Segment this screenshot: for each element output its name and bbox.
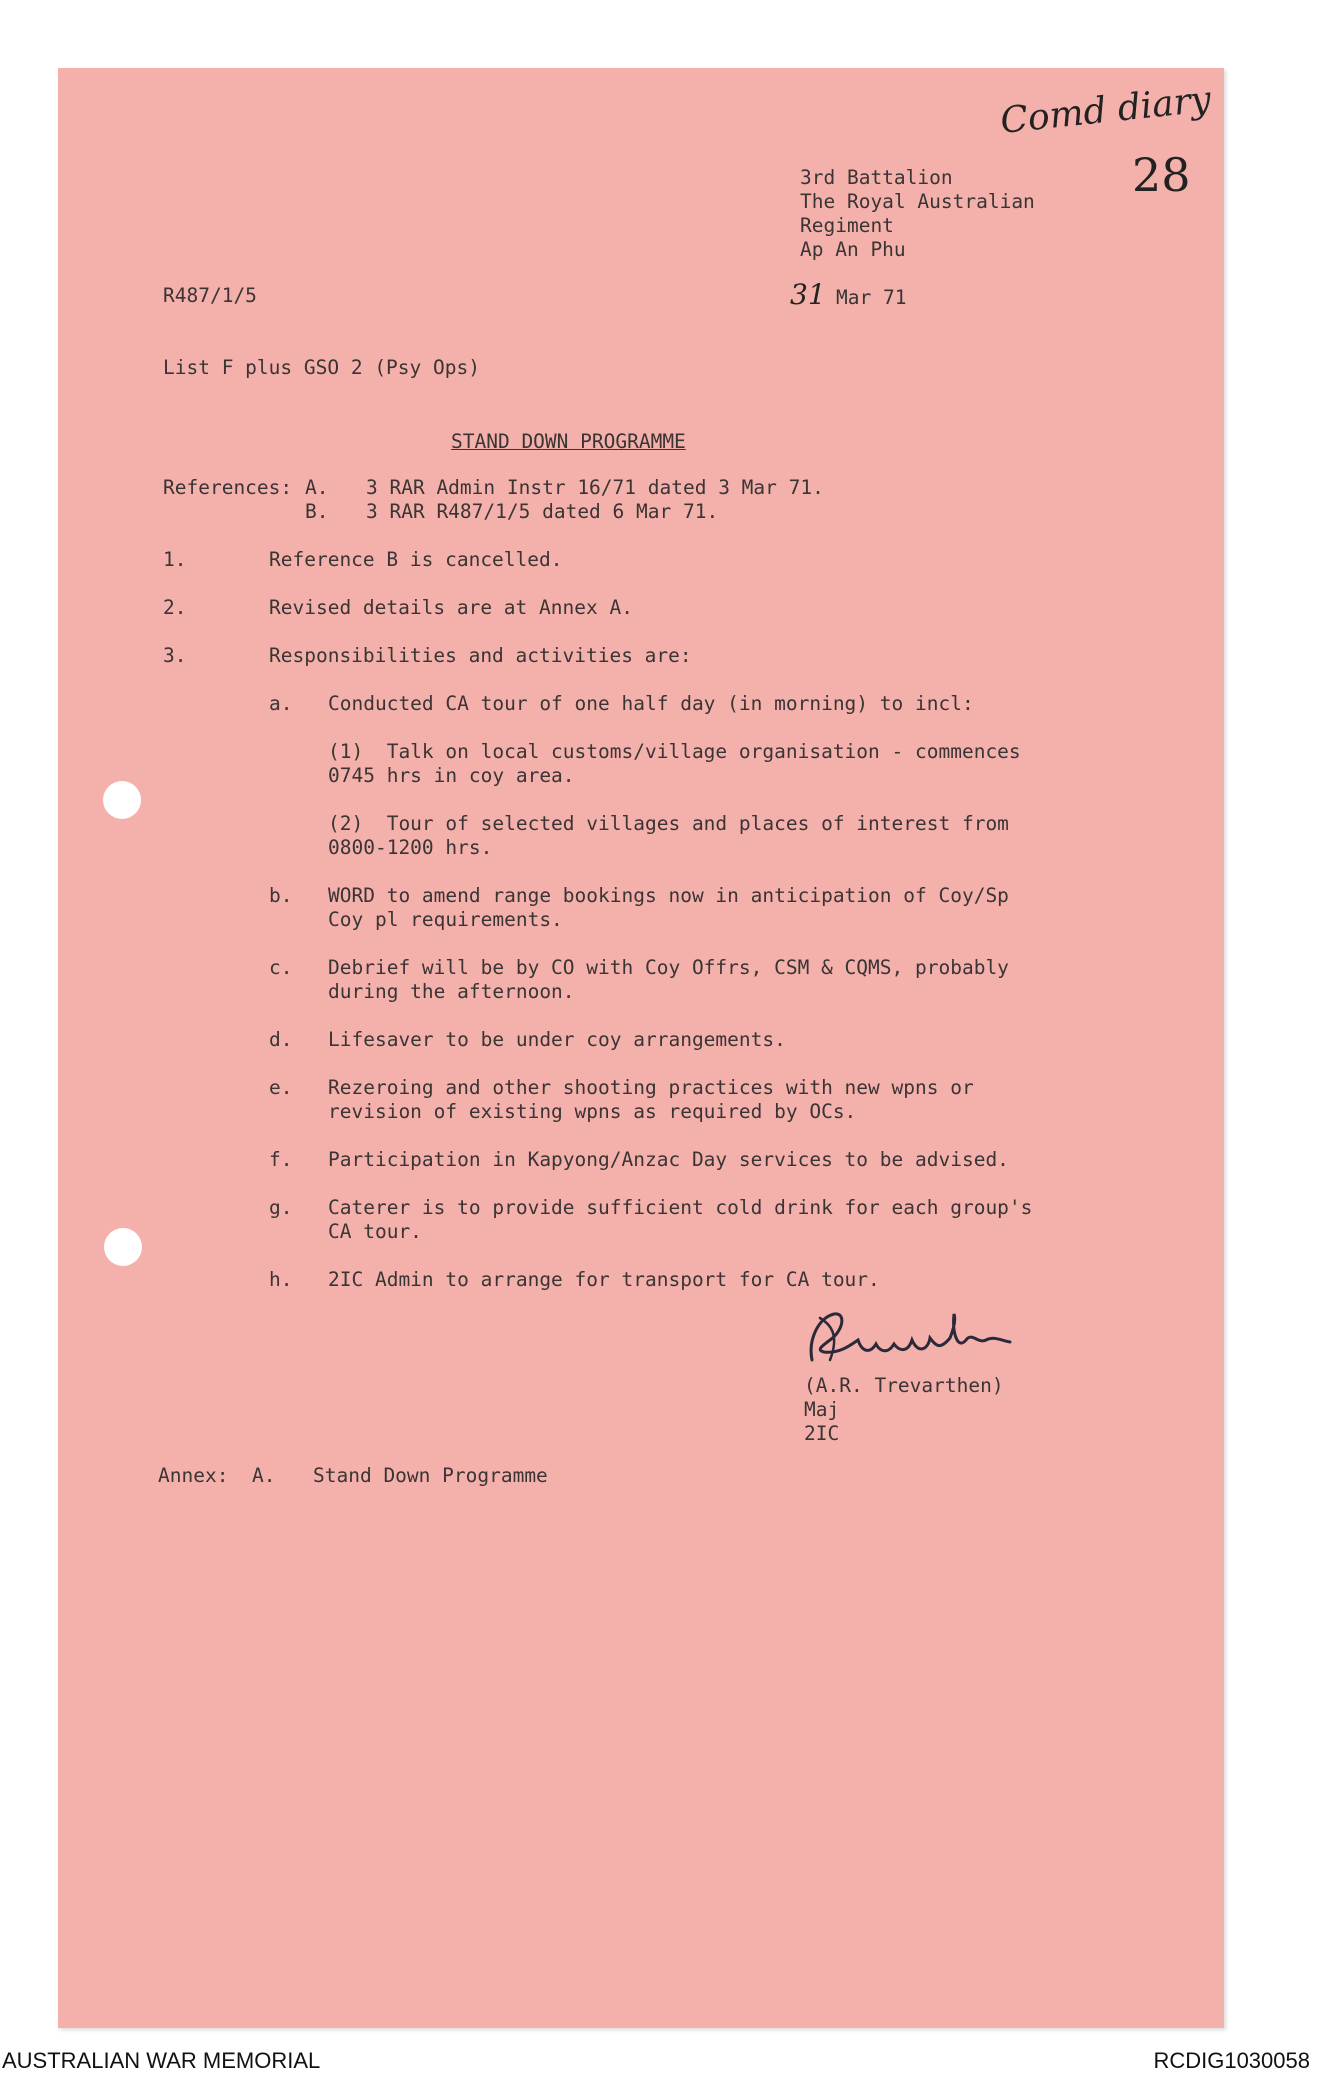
subitem-h-letter: h.: [269, 1268, 293, 1291]
subitem-e-letter: e.: [269, 1076, 293, 1099]
footer-item-id: RCDIG1030058: [1153, 2048, 1310, 2073]
paragraph-3-text: Responsibilities and activities are:: [269, 644, 692, 667]
punch-hole-top: [103, 781, 141, 819]
subitem-f-letter: f.: [269, 1148, 293, 1171]
handwritten-page-number: 28: [1132, 148, 1191, 202]
document-title: STAND DOWN PROGRAMME: [451, 430, 686, 453]
document-date: Mar 71: [836, 286, 907, 309]
handwritten-date-day: 31: [790, 278, 826, 311]
subitem-e-line1: Rezeroing and other shooting practices with new wpns or: [328, 1076, 974, 1099]
unit-line-3: Regiment: [800, 214, 894, 237]
signatory-appointment: 2IC: [804, 1422, 840, 1445]
references-label: References:: [163, 476, 293, 499]
paragraph-1-text: Reference B is cancelled.: [269, 548, 563, 571]
subitem-a1-line1: (1) Talk on local customs/village organisation - commences: [328, 740, 1021, 763]
subitem-b-line2: Coy pl requirements.: [328, 908, 563, 931]
distribution-list: List F plus GSO 2 (Psy Ops): [163, 356, 480, 379]
subitem-d-line1: Lifesaver to be under coy arrangements.: [328, 1028, 786, 1051]
reference-b-text: 3 RAR R487/1/5 dated 6 Mar 71.: [366, 500, 719, 523]
subitem-f-line1: Participation in Kapyong/Anzac Day services to be advised.: [328, 1148, 1009, 1171]
paragraph-1-number: 1.: [163, 548, 187, 571]
handwritten-signature: [800, 1300, 1030, 1380]
subitem-g-line2: CA tour.: [328, 1220, 422, 1243]
annex-text: Stand Down Programme: [313, 1464, 548, 1487]
reference-b-letter: B.: [305, 500, 329, 523]
paragraph-3-number: 3.: [163, 644, 187, 667]
subitem-c-line2: during the afternoon.: [328, 980, 575, 1003]
subitem-a2-line1: (2) Tour of selected villages and places of interest from: [328, 812, 1009, 835]
subitem-c-line1: Debrief will be by CO with Coy Offrs, CSM & CQMS, probably: [328, 956, 1009, 979]
punch-hole-bottom: [104, 1228, 142, 1266]
subitem-a1-line2: 0745 hrs in coy area.: [328, 764, 575, 787]
file-reference: R487/1/5: [163, 284, 257, 307]
subitem-e-line2: revision of existing wpns as required by OCs.: [328, 1100, 857, 1123]
subitem-a-letter: a.: [269, 692, 293, 715]
annex-letter: A.: [252, 1464, 276, 1487]
signatory-name: (A.R. Trevarthen): [804, 1374, 1004, 1397]
signatory-rank: Maj: [804, 1398, 840, 1421]
paragraph-2-number: 2.: [163, 596, 187, 619]
subitem-g-line1: Caterer is to provide sufficient cold drink for each group's: [328, 1196, 1033, 1219]
annex-label: Annex:: [158, 1464, 229, 1487]
paragraph-2-text: Revised details are at Annex A.: [269, 596, 633, 619]
subitem-b-letter: b.: [269, 884, 293, 907]
document-page: [58, 68, 1224, 2028]
unit-line-4: Ap An Phu: [800, 238, 906, 261]
subitem-b-line1: WORD to amend range bookings now in anticipation of Coy/Sp: [328, 884, 1009, 907]
subitem-a-text: Conducted CA tour of one half day (in morning) to incl:: [328, 692, 974, 715]
subitem-c-letter: c.: [269, 956, 293, 979]
subitem-d-letter: d.: [269, 1028, 293, 1051]
subitem-h-line1: 2IC Admin to arrange for transport for CA tour.: [328, 1268, 880, 1291]
footer-institution: AUSTRALIAN WAR MEMORIAL: [2, 2048, 321, 2073]
reference-a-letter: A.: [305, 476, 329, 499]
handwritten-note: Comd diary: [998, 79, 1213, 142]
subitem-g-letter: g.: [269, 1196, 293, 1219]
unit-line-1: 3rd Battalion: [800, 166, 953, 189]
unit-line-2: The Royal Australian: [800, 190, 1035, 213]
subitem-a2-line2: 0800-1200 hrs.: [328, 836, 493, 859]
reference-a-text: 3 RAR Admin Instr 16/71 dated 3 Mar 71.: [366, 476, 824, 499]
